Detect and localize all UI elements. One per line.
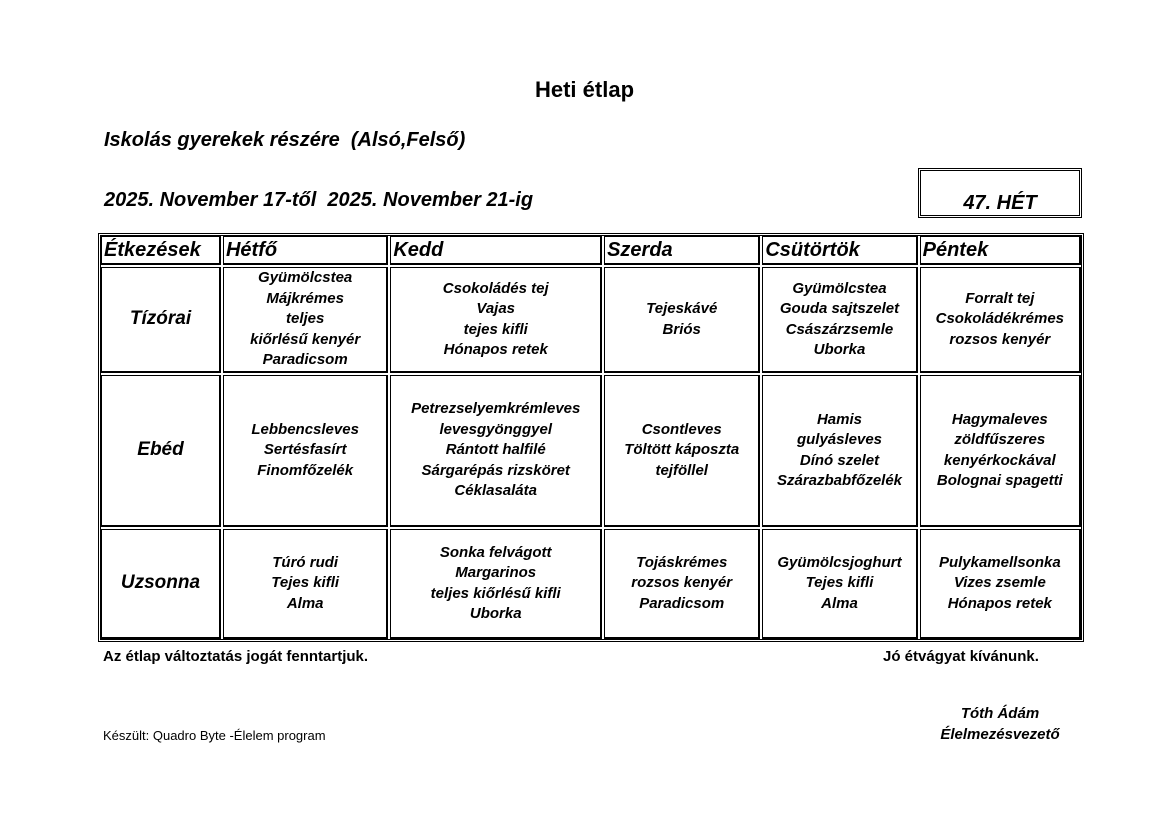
menu-item: teljes (285, 310, 325, 328)
table-header-row (101, 236, 1081, 265)
menu-item: Szárazbabfőzelék (776, 472, 903, 489)
menu-item: Forralt tej (965, 289, 1035, 307)
menu-item: Tejes kifli (271, 574, 340, 592)
menu-item: rozsos kenyér (631, 574, 733, 592)
menu-item: Csokoládékrémes (935, 310, 1065, 328)
menu-item: Finomfőzelék (257, 461, 354, 479)
menu-item: Vizes zsemle (953, 574, 1046, 592)
menu-item: Gyümölcstea (258, 269, 353, 287)
menu-item: kenyérkockával (943, 451, 1056, 469)
week-number-box (918, 168, 1082, 218)
menu-item: Céklasaláta (454, 482, 537, 500)
menu-item: rozsos kenyér (949, 330, 1051, 348)
table-row (101, 375, 1081, 527)
menu-cell-tuesday (390, 267, 602, 373)
menu-item: kiőrlésű kenyér (250, 330, 361, 348)
menu-item: Paradicsom (262, 351, 348, 369)
column-header-thursday: Csütörtök (762, 236, 917, 265)
menu-item: Gyümölcsjoghurt (777, 553, 902, 571)
menu-item: Briós (662, 320, 701, 338)
menu-item: Hónapos retek (947, 594, 1052, 612)
menu-cell-monday (223, 267, 388, 373)
menu-item: Dínó szelet (799, 451, 880, 469)
menu-item: zöldfűszeres (954, 431, 1046, 448)
menu-cell-monday (223, 375, 388, 527)
menu-cell-monday (223, 529, 388, 639)
menu-item: Sertésfasírt (263, 441, 347, 459)
column-header-tuesday: Kedd (390, 236, 602, 265)
menu-cell-friday (920, 267, 1081, 373)
menu-item: Csokoládés tej (442, 279, 549, 297)
menu-cell-friday (920, 529, 1081, 639)
menu-cell-tuesday (390, 529, 602, 639)
menu-item: Bolognai spagetti (936, 472, 1063, 489)
menu-item: Vajas (476, 300, 516, 317)
menu-item: Gouda sajtszelet (779, 300, 900, 317)
menu-item: tejes kifli (463, 320, 528, 338)
menu-cell-friday (920, 375, 1081, 527)
signer-name: Tóth Ádám (960, 705, 1040, 722)
column-header-friday: Péntek (920, 236, 1081, 265)
week-number: 47. HÉT (963, 192, 1037, 214)
menu-cell-wednesday (604, 529, 760, 639)
table-row (101, 267, 1081, 373)
meal-name: Ebéd (101, 375, 221, 527)
weekly-menu-table (98, 233, 1084, 642)
menu-item: Petrezselyemkrémleves (411, 400, 581, 418)
menu-item: levesgyönggyel (439, 420, 552, 438)
signer-role: Élelmezésvezető (940, 726, 1060, 743)
table-row (101, 529, 1081, 639)
menu-item: Margarinos (455, 564, 537, 581)
column-header-monday: Hétfő (223, 236, 388, 265)
menu-cell-thursday (762, 375, 917, 527)
menu-item: Hónapos retek (443, 341, 548, 358)
menu-cell-tuesday (390, 375, 602, 527)
menu-item: Paradicsom (639, 594, 725, 612)
menu-item: Császárzsemle (785, 320, 894, 338)
date-range: 2025. November 17-től 2025. November 21-ig (104, 189, 534, 211)
menu-item: Tojáskrémes (636, 553, 728, 571)
menu-item: Alma (286, 594, 324, 612)
change-notice: Az étlap változtatás jogát fenntartjuk. (103, 648, 369, 665)
meal-name: Tízórai (101, 267, 221, 373)
menu-item: Lebbencsleves (251, 420, 359, 438)
menu-cell-wednesday (604, 267, 760, 373)
menu-item: Pulykamellsonka (938, 553, 1061, 571)
menu-item: Tejes kifli (805, 574, 874, 592)
menu-item: teljes kiőrlésű kifli (430, 584, 561, 602)
menu-item: Hamis (816, 410, 862, 428)
meal-name: Uzsonna (101, 529, 221, 639)
menu-item: Túró rudi (272, 553, 339, 571)
menu-item: Sonka felvágott (439, 543, 552, 561)
menu-item: Sárgarépás rizsköret (421, 461, 570, 479)
menu-item: Májkrémes (266, 289, 344, 307)
column-header-wednesday: Szerda (604, 236, 760, 265)
menu-item: Csontleves (641, 420, 722, 438)
audience-subtitle: Iskolás gyerekek részére (Alsó,Felső) (104, 129, 466, 151)
menu-item: Gyümölcstea (792, 279, 887, 297)
menu-item: Uborka (813, 341, 866, 358)
menu-item: Tejeskávé (646, 300, 718, 317)
menu-item: Uborka (469, 605, 522, 622)
menu-item: Alma (821, 594, 858, 612)
greeting: Jó étvágyat kívánunk. (883, 648, 1039, 665)
menu-item: tejföllel (655, 461, 708, 479)
page-title: Heti étlap (534, 77, 635, 102)
menu-item: Hagymaleves (951, 410, 1048, 428)
menu-cell-wednesday (604, 375, 760, 527)
menu-item: Töltött káposzta (624, 441, 740, 459)
made-by-credit: Készült: Quadro Byte -Élelem program (103, 728, 326, 743)
menu-cell-thursday (762, 529, 917, 639)
menu-item: Rántott halfilé (445, 441, 546, 459)
menu-cell-thursday (762, 267, 917, 373)
menu-item: gulyásleves (796, 431, 883, 448)
column-header-meals: Étkezések (101, 236, 221, 265)
